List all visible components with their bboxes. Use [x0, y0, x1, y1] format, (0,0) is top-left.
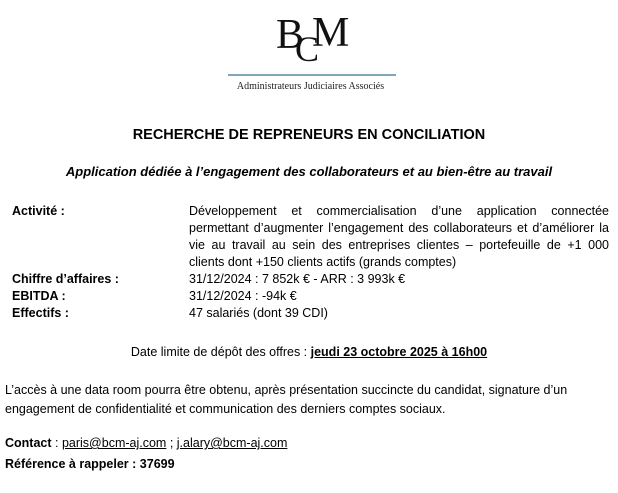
detail-label: Chiffre d’affaires : — [12, 272, 119, 286]
bcm-logo — [218, 8, 403, 98]
detail-label: Effectifs : — [12, 306, 69, 320]
contact-label: Contact — [5, 436, 52, 450]
detail-value: Développement et commercialisation d’une application connectée permettant d’augmenter l’engagement des collaborateurs et d’améliorer la vie au travail au sein des entreprises clientes – portefeuille de +1 000 clients dont +150 clients actifs (grands comptes) — [189, 204, 609, 269]
email-link-paris[interactable]: paris@bcm-aj.com — [61, 436, 167, 450]
logo-letter-m: M — [312, 10, 350, 56]
detail-row-activite — [12, 203, 609, 271]
logo-rule — [228, 74, 396, 76]
deadline-line — [0, 344, 618, 361]
logo-letter-c: C — [295, 29, 320, 69]
page-title: RECHERCHE DE REPRENEURS EN CONCILIATION — [132, 127, 486, 143]
contact-separator: ; — [166, 436, 177, 450]
detail-value: 31/12/2024 : 7 852k € - ARR : 3 993k € — [189, 272, 406, 286]
page-subtitle: Application dédiée à l’engagement des collaborateurs et au bien-être au travail — [65, 164, 553, 179]
detail-label: EBITDA : — [12, 289, 66, 303]
deadline-label: Date limite de dépôt des offres : — [130, 345, 311, 359]
detail-row-effectifs — [12, 305, 609, 322]
email-link-alary[interactable]: j.alary@bcm-aj.com — [176, 436, 288, 450]
details-table — [12, 203, 609, 322]
reference-line: Référence à rappeler : 37699 — [5, 457, 175, 471]
detail-value: 47 salariés (dont 39 CDI) — [189, 306, 328, 320]
deadline-date: jeudi 23 octobre 2025 à 16h00 — [310, 345, 488, 359]
logo-subtitle: Administrateurs Judiciaires Associés — [236, 81, 385, 92]
contact-line — [5, 435, 615, 452]
detail-row-chiffre-affaires — [12, 271, 609, 288]
contact-separator: : — [51, 436, 62, 450]
data-room-paragraph: L’accès à une data room pourra être obtenu, après présentation succincte du candidat, signature d’un engagement de confidentialité et communication des derniers comptes sociaux. — [5, 383, 568, 416]
detail-label: Activité : — [12, 204, 65, 218]
detail-row-ebitda — [12, 288, 609, 305]
logo-letter-b: B — [276, 12, 305, 58]
bcm-monogram — [276, 10, 350, 69]
detail-value: 31/12/2024 : -94k € — [189, 289, 297, 303]
